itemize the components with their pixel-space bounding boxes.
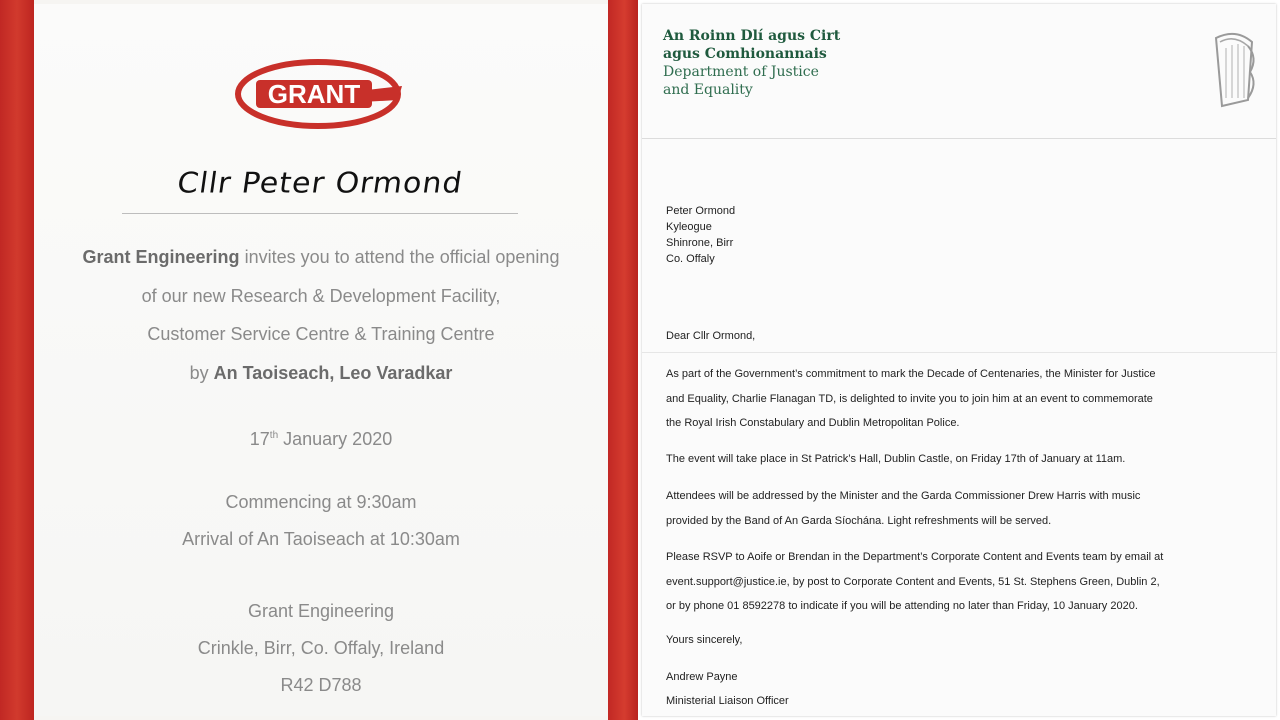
department-letterhead — [663, 27, 840, 99]
recipient-line: Shinrone, Birr — [666, 237, 734, 249]
recipient-address — [666, 203, 735, 267]
date-month-year: January 2020 — [278, 429, 393, 449]
paper-fold — [642, 138, 1276, 139]
name-underline — [122, 213, 518, 214]
signatory-title: Ministerial Liaison Officer — [666, 695, 789, 707]
paragraph-line: Please RSVP to Aoife or Brendan in the Department’s Corporate Content and Events team by email at — [666, 551, 1164, 563]
harp-crest-icon — [1208, 28, 1262, 110]
paragraph-line: or by phone 01 8592278 to indicate if you will be attending no later than Friday, 10 January 2020. — [666, 600, 1138, 612]
invitation-card — [0, 0, 638, 720]
grant-logo — [232, 56, 408, 132]
recipient-line: Peter Ormond — [666, 205, 736, 217]
paragraph-line: As part of the Government’s commitment to mark the Decade of Centenaries, the Minister for Justice — [666, 368, 1156, 380]
paper-fold-2 — [642, 352, 1276, 353]
paragraph-line: Attendees will be addressed by the Minister and the Garda Commissioner Drew Harris with music — [666, 490, 1141, 502]
guest-of-honour: An Taoiseach, Leo Varadkar — [213, 363, 453, 383]
paragraph-line: provided by the Band of An Garda Síochána. Light refreshments will be served. — [666, 514, 1052, 527]
logo-text: GRANT — [267, 79, 361, 109]
invite-line-1 — [34, 247, 608, 268]
invite-line-2: of our new Research & Development Facility, — [141, 286, 501, 306]
dept-name-english-2: and Equality — [663, 82, 753, 98]
event-date — [34, 429, 608, 450]
dept-name-irish-1: An Roinn Dlí agus Cirt — [663, 28, 841, 44]
invite-text: invites you to attend the official opening — [239, 247, 560, 267]
paragraph-line: event.support@justice.ie, by post to Corporate Content and Events, 51 St. Stephens Green, Dublin 2, — [666, 575, 1160, 588]
paragraph-line: and Equality, Charlie Flanagan TD, is delighted to invite you to join him at an event to commemorate — [666, 392, 1153, 405]
company-name: Grant Engineering — [247, 601, 395, 621]
arrival-time: Arrival of An Taoiseach at 10:30am — [182, 529, 460, 549]
commencing-time: Commencing at 9:30am — [225, 492, 417, 512]
card-red-border-right — [608, 0, 638, 720]
department-letter — [642, 4, 1276, 716]
salutation: Dear Cllr Ormond, — [666, 330, 756, 342]
date-suffix: th — [269, 430, 279, 441]
dept-name-english-1: Department of Justice — [663, 64, 819, 80]
recipient-line: Kyleogue — [666, 221, 712, 233]
paragraph-4 — [666, 545, 1163, 619]
handwritten-recipient-name: Cllr Peter Ormond — [175, 166, 465, 201]
card-red-border-left — [0, 0, 34, 720]
dept-name-irish-2: agus Comhionannais — [663, 46, 827, 62]
host-company-name: Grant Engineering — [82, 247, 240, 267]
paragraph-line: the Royal Irish Constabulary and Dublin Metropolitan Police. — [666, 417, 960, 429]
signatory-name: Andrew Payne — [666, 671, 738, 683]
company-address: Crinkle, Birr, Co. Offaly, Ireland — [197, 638, 445, 658]
date-day: 17 — [249, 429, 270, 449]
paragraph-1 — [666, 362, 1156, 436]
company-eircode: R42 D788 — [280, 675, 362, 695]
recipient-line: Co. Offaly — [666, 253, 715, 265]
paragraph-3 — [666, 484, 1140, 533]
invite-line-4 — [34, 363, 608, 384]
invite-line-3: Customer Service Centre & Training Centre — [147, 324, 495, 344]
closing: Yours sincerely, — [666, 634, 743, 646]
paragraph-2: The event will take place in St Patrick’s Hall, Dublin Castle, on Friday 17th of January at 11am. — [666, 453, 1126, 465]
by-text: by — [189, 363, 214, 383]
